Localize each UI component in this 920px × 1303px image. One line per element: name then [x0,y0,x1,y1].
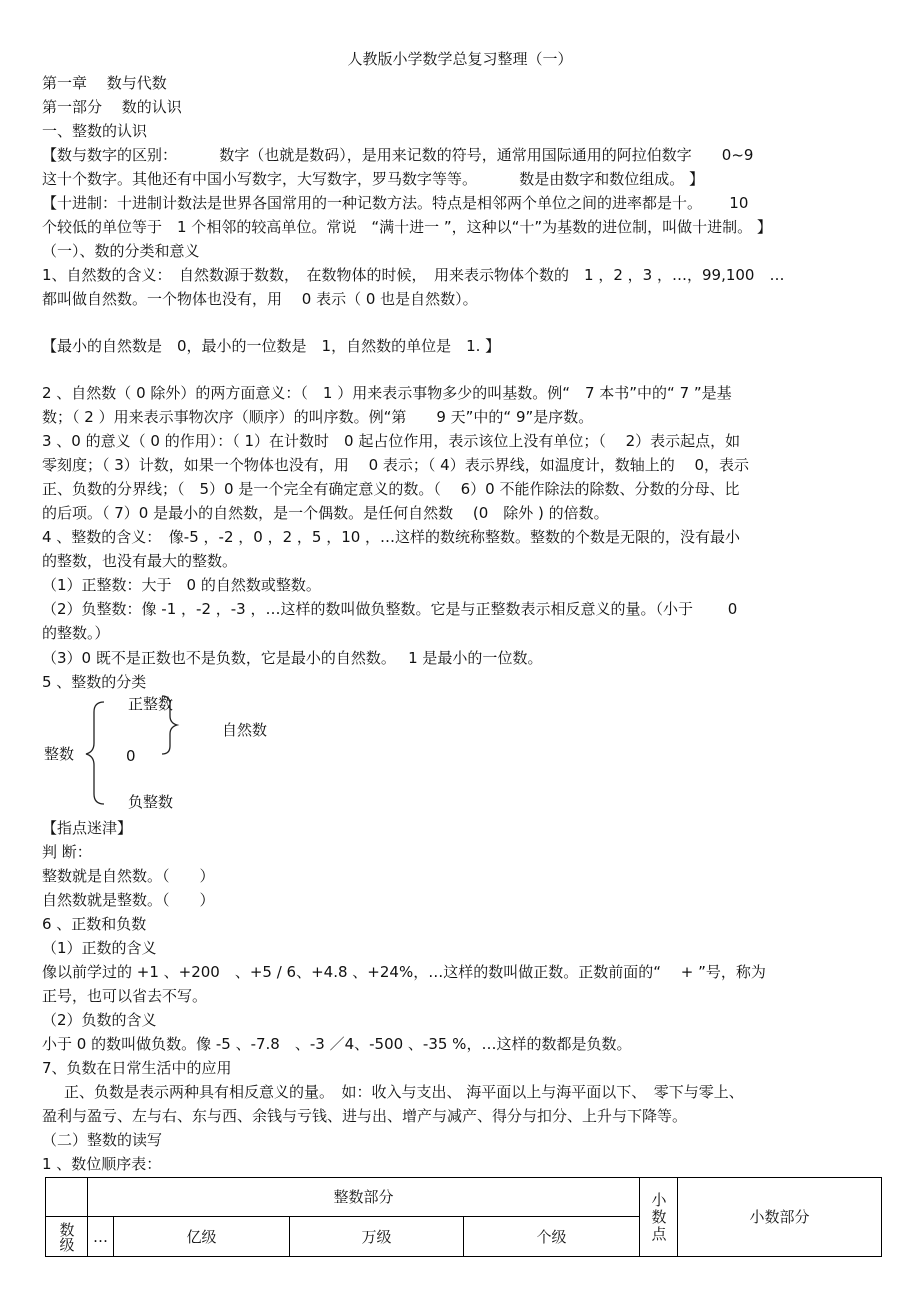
subsection-heading: （1）正数的含义 [42,939,157,957]
tips-heading: 【指点迷津】 [42,819,133,837]
ge-period-cell: 个级 [464,1217,640,1257]
section-heading: 一、整数的认识 [42,122,148,140]
judge-item: 整数就是自然数。（ ） [42,867,215,885]
text-line: （2）负整数：像 -1 ，-2 ，-3 ，…这样的数叫做负整数。它是与正整数表示相反意义的量。（小于 0 [42,600,738,618]
negative-integer-label: 负整数 [128,793,174,811]
text-line: 的后项。（ 7）0 是最小的自然数，是一个偶数。是任何自然数 (0 除外 ) 的倍数。 [42,504,609,522]
integer-part-header: 整数部分 [88,1178,640,1217]
text-line: 正、负数的分界线；（ 5）0 是一个完全有确定意义的数。（ 6）0 不能作除法的除数、分数的分母、比 [42,480,740,498]
text-line: 正、负数是表示两种具有相反意义的量。 如：收入与支出、 海平面以上与海平面以下、 零下与零上、 [64,1083,744,1101]
text-line: 3 、0 的意义（ 0 的作用）：（ 1）在计数时 0 起占位作用，表示该位上没有单位；（ 2）表示起点，如 [42,432,741,450]
decimal-point-header: 小数点 [640,1178,678,1257]
text-line: 的整数，也没有最大的整数。 [42,552,238,570]
document-title: 人教版小学数学总复习整理（一） [347,50,573,68]
subsection-heading: （二）整数的读写 [42,1131,163,1149]
left-brace [86,702,104,804]
positive-integer-label: 正整数 [128,695,174,713]
text-line: 4 、整数的含义： 像-5 ，-2 ，0 ，2 ，5 ，10 ，…这样的数统称整数。整数的个数是无限的，没有最小 [42,528,741,546]
place-value-table-wrapper [45,1177,882,1257]
part-heading: 第一部分 数的认识 [42,98,182,116]
place-value-table [45,1177,882,1257]
natural-number-label: 自然数 [222,721,268,739]
text-line: 这十个数字。其他还有中国小写数字，大写数字，罗马数字等等。 数是由数字和数位组成。 】 [42,170,705,188]
text-line: 个较低的单位等于 1 个相邻的较高单位。常说 “满十进一 ”，这种以“十”为基数的进位制，叫做十进制。 】 [42,218,772,236]
integer-label: 整数 [44,745,75,763]
integer-classification-diagram [0,690,400,815]
table-empty-cell [46,1178,88,1217]
text-line: 的整数。） [42,624,110,642]
judge-item: 自然数就是整数。（ ） [42,891,215,909]
text-line: 零刻度；（ 3）计数，如果一个物体也没有，用 0 表示；（ 4）表示界线，如温度计，数轴上的 0，表示 [42,456,750,474]
text-line: （3）0 既不是正数也不是负数，它是最小的自然数。 1 是最小的一位数。 [42,649,543,667]
chapter-heading: 第一章 数与代数 [42,74,167,92]
text-line: 1 、数位顺序表： [42,1155,162,1173]
text-line: 【数与数字的区别： 数字（也就是数码），是用来记数的符号，通常用国际通用的阿拉伯数字 0~9 [42,146,754,164]
text-line: 【十进制：十进制计数法是世界各国常用的一种记数方法。特点是相邻两个单位之间的进率都是十。 10 [42,194,749,212]
brace-lines [0,690,400,815]
ellipsis-cell: … [88,1217,114,1257]
text-line: 小于 0 的数叫做负数。像 -5 、-7.8 、-3 ／4、-500 、-35 %，…这样的数都是负数。 [42,1035,632,1053]
subsection-heading: 6 、正数和负数 [42,915,147,933]
judge-heading: 判 断： [42,843,92,861]
subsection-heading: （2）负数的含义 [42,1011,157,1029]
text-line: 1、自然数的含义： 自然数源于数数， 在数物体的时候， 用来表示物体个数的 1 ，2 ，3 ，…，99,100 … [42,266,785,284]
text-line: 数；（ 2 ）用来表示事物次序（顺序）的叫序数。例“第 9 天”中的“ 9”是序数。 [42,408,594,426]
subsection-heading: （一）、数的分类和意义 [42,242,200,260]
decimal-part-header: 小数部分 [678,1178,882,1257]
wan-period-cell: 万级 [290,1217,464,1257]
zero-label: 0 [126,747,136,765]
period-label-cell: 数级 [46,1217,88,1257]
text-line: （1）正整数：大于 0 的自然数或整数。 [42,576,321,594]
text-line: 2 、自然数（ 0 除外）的两方面意义：（ 1 ）用来表示事物多少的叫基数。例“ 7 本书”中的“ 7 ”是基 [42,384,732,402]
subsection-heading: 7、负数在日常生活中的应用 [42,1059,232,1077]
text-line: 都叫做自然数。一个物体也没有，用 0 表示（ 0 也是自然数）。 [42,290,478,308]
right-brace [162,696,177,754]
text-line: 像以前学过的 +1 、+200 、+5 / 6、+4.8 、+24%，…这样的数叫做正数。正数前面的“ + ”号，称为 [42,963,766,981]
text-line: 【最小的自然数是 0，最小的一位数是 1，自然数的单位是 1. 】 [42,337,501,355]
text-line: 盈利与盈亏、左与右、东与西、余钱与亏钱、进与出、增产与减产、得分与扣分、上升与下降等。 [42,1107,688,1125]
text-line: 正号，也可以省去不写。 [42,987,208,1005]
yi-period-cell: 亿级 [114,1217,290,1257]
subsection-heading: 5 、整数的分类 [42,673,147,691]
